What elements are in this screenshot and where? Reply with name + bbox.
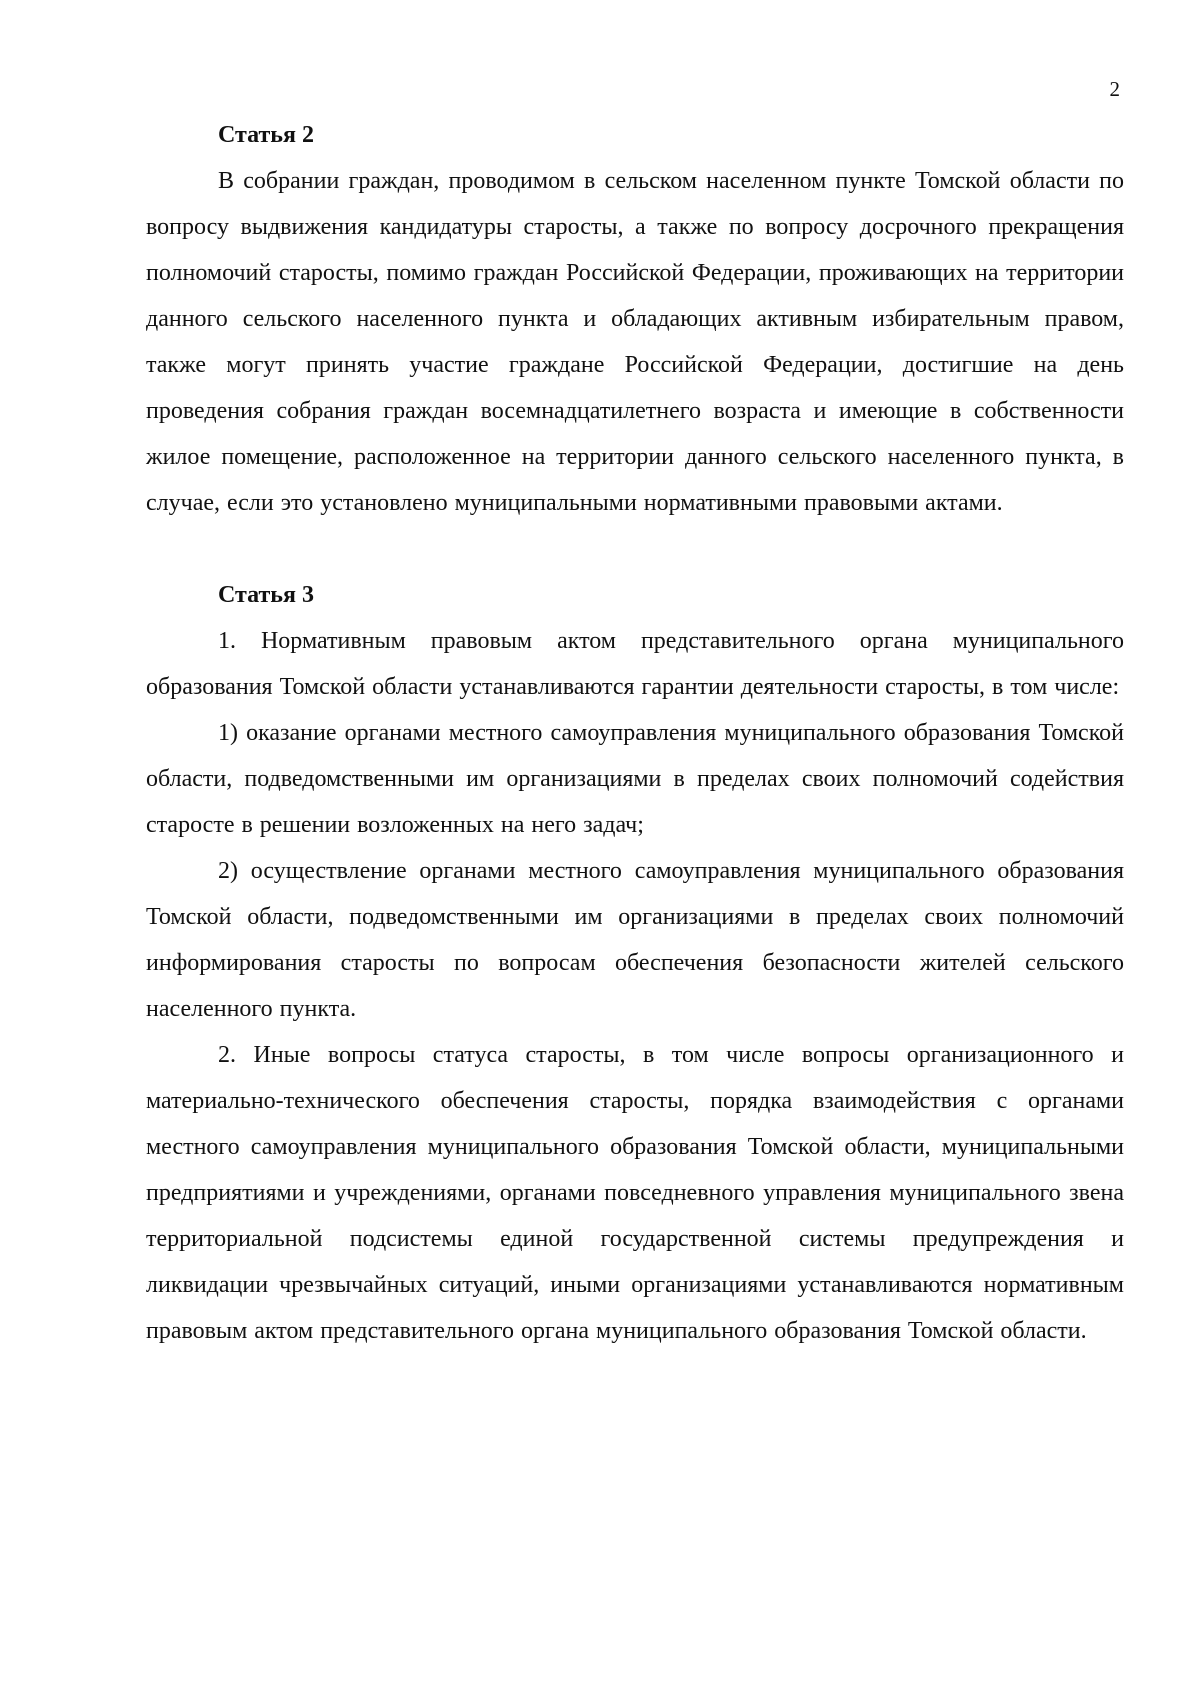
article-title: Статья 3 — [218, 582, 314, 608]
document-body — [146, 112, 1124, 1354]
article-paragraph: В собрании граждан, проводимом в сельском населенном пункте Томской области по вопросу выдвижения кандидатуры старосты, а также по вопросу досрочного прекращения полномочий старосты, помимо граждан Российской Федерации, проживающих на территории данного сельского населенного пункта и обладающих активным избирательным правом, также могут принять участие граждане Российской Федерации, достигшие на день проведения собрания граждан восемнадцатилетнего возраста и имеющие в собственности жилое помещение, расположенное на территории данного сельского населенного пункта, в случае, если это установлено муниципальными нормативными правовыми актами. — [146, 168, 1124, 516]
article-subitem: 2) осуществление органами местного самоуправления муниципального образования Томской области, подведомственными им организациями в пределах своих полномочий информирования старосты по вопросам обеспечения безопасности жителей сельского населенного пункта. — [146, 858, 1124, 1022]
article-paragraph: 1. Нормативным правовым актом представительного органа муниципального образования Томской области устанавливаются гарантии деятельности старосты, в том числе: — [146, 628, 1124, 700]
article-2 — [146, 112, 1124, 526]
section-spacer — [146, 526, 1124, 572]
article-subitem: 1) оказание органами местного самоуправления муниципального образования Томской области, подведомственными им организациями в пределах своих полномочий содействия старосте в решении возложенных на него задач; — [146, 720, 1124, 838]
article-3 — [146, 572, 1124, 1354]
article-title: Статья 2 — [218, 122, 314, 148]
article-paragraph: 2. Иные вопросы статуса старосты, в том числе вопросы организационного и материально-технического обеспечения старосты, порядка взаимодействия с органами местного самоуправления муниципального образования Томской области, муниципальными предприятиями и учреждениями, органами повседневного управления муниципального звена территориальной подсистемы единой государственной системы предупреждения и ликвидации чрезвычайных ситуаций, иными организациями устанавливаются нормативным правовым актом представительного органа муниципального образования Томской области. — [146, 1042, 1124, 1344]
page-number: 2 — [1109, 77, 1120, 101]
